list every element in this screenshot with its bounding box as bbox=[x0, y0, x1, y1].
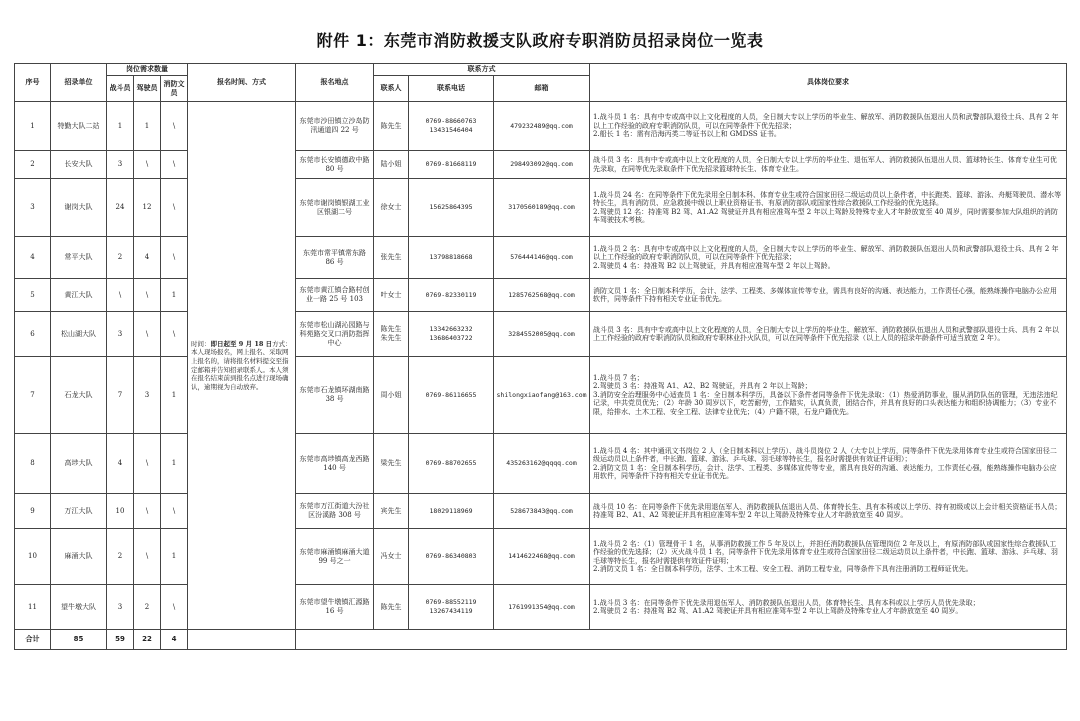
row-place: 东莞市麻涌镇麻涌大道 99 号之一 bbox=[296, 529, 374, 585]
row-email: 1761991354@qq.com bbox=[494, 585, 590, 630]
row-phone: 0769-86116655 bbox=[409, 357, 494, 434]
row-place: 东莞市石龙镇环湖南路 38 号 bbox=[296, 357, 374, 434]
row-fighter: 3 bbox=[107, 312, 134, 357]
row-phone: 0769-81668119 bbox=[409, 151, 494, 179]
row-driver: \ bbox=[134, 312, 161, 357]
total-driver: 22 bbox=[134, 630, 161, 650]
row-seq: 6 bbox=[15, 312, 51, 357]
row-fighter: 2 bbox=[107, 237, 134, 279]
row-clerk: \ bbox=[161, 237, 188, 279]
row-place: 东莞市高埗镇高龙西路 140 号 bbox=[296, 434, 374, 494]
row-unit: 万江大队 bbox=[51, 494, 107, 529]
total-label: 合计 bbox=[15, 630, 51, 650]
table-row bbox=[15, 151, 1067, 179]
row-phone: 0769-88552119 13267434119 bbox=[409, 585, 494, 630]
total-row bbox=[15, 630, 1067, 650]
row-email: 435263162@qqqq.com bbox=[494, 434, 590, 494]
row-email: 298493092@qq.com bbox=[494, 151, 590, 179]
row-requirements bbox=[590, 237, 1067, 279]
row-phone: 0769-86340803 bbox=[409, 529, 494, 585]
requirement-line: 1.战斗员 24 名：在同等条件下优先录用全日制本科、体育专业生或符合国家田径二级运动员以上条件者，中长跑类、篮球、游泳、舟艇驾驶员、潜水等特长生，具有消防员、应急救援中级以上职业资格证书、有原消防部队或国家性综合救援队工作经验的优先选择。 bbox=[593, 190, 1062, 208]
page-title: 附件 1：东莞市消防救援支队政府专职消防员招录岗位一览表 bbox=[316, 31, 764, 50]
row-fighter: 7 bbox=[107, 357, 134, 434]
row-person: 陈先生 bbox=[374, 585, 409, 630]
row-seq: 1 bbox=[15, 102, 51, 151]
row-unit: 谢岗大队 bbox=[51, 179, 107, 237]
row-email: 479232489@qq.com bbox=[494, 102, 590, 151]
row-unit: 高埗大队 bbox=[51, 434, 107, 494]
row-unit: 长安大队 bbox=[51, 151, 107, 179]
row-phone: 13798818668 bbox=[409, 237, 494, 279]
row-email: 1414622468@qq.com bbox=[494, 529, 590, 585]
row-email: 3284552005@qq.com bbox=[494, 312, 590, 357]
row-person: 陈先生 bbox=[374, 102, 409, 151]
row-place: 东莞市万江街道大汾社区汾溪路 308 号 bbox=[296, 494, 374, 529]
row-seq: 10 bbox=[15, 529, 51, 585]
row-requirements bbox=[590, 179, 1067, 237]
row-requirements bbox=[590, 494, 1067, 529]
header-unit: 招录单位 bbox=[51, 64, 107, 102]
requirement-line: 1.战斗员 1 名：具有中专或高中以上文化程度的人员，全日制大专以上学历的毕业生、解放军、消防救援队伍退出人员和武警部队退役士兵、具有 2 年以上工作经验的政府专职消防队员，可以在同等条件下优先招录； bbox=[593, 113, 1059, 130]
row-person: 宾先生 bbox=[374, 494, 409, 529]
row-unit: 常平大队 bbox=[51, 237, 107, 279]
row-phone: 0769-88660763 13431546404 bbox=[409, 102, 494, 151]
requirement-line: 战斗员 3 名：具有中专或高中以上文化程度的人员，全日制大专以上学历的毕业生、退伍军人、消防救援队伍退出人员、篮球特长生、体育专业生可优先录取，在同等优先录取条件下优先招录篮球特长生、体育专业生。 bbox=[593, 156, 1057, 173]
row-driver: \ bbox=[134, 529, 161, 585]
row-seq: 7 bbox=[15, 357, 51, 434]
row-requirements bbox=[590, 102, 1067, 151]
requirement-line: 1.战斗员 7 名； bbox=[593, 373, 644, 382]
requirement-line: 2.消防文员 1 名：全日制本科学历，会计、法学、工程类、多媒体宣传等专业，需具有良好的沟通、表达能力，工作责任心强，能熟练操作电脑办公应用软件，同等条件下持有相关专业证书优先。 bbox=[593, 463, 1057, 480]
row-fighter: 3 bbox=[107, 585, 134, 630]
row-place: 东莞市松山湖沁园路与科苑路交叉口消防指挥中心 bbox=[296, 312, 374, 357]
row-seq: 11 bbox=[15, 585, 51, 630]
row-person: 徐女士 bbox=[374, 179, 409, 237]
requirement-line: 2.驾驶员 3 名：持准驾 A1、A2、B2 驾驶证，并具有 2 年以上驾龄； bbox=[593, 382, 812, 391]
row-requirements bbox=[590, 279, 1067, 312]
row-person: 叶女士 bbox=[374, 279, 409, 312]
table-row bbox=[15, 434, 1067, 494]
row-phone: 0769-82330119 bbox=[409, 279, 494, 312]
row-requirements bbox=[590, 151, 1067, 179]
row-person: 冯女士 bbox=[374, 529, 409, 585]
row-person: 陆小姐 bbox=[374, 151, 409, 179]
row-person: 张先生 bbox=[374, 237, 409, 279]
table-row bbox=[15, 179, 1067, 237]
row-seq: 5 bbox=[15, 279, 51, 312]
row-person: 梁先生 bbox=[374, 434, 409, 494]
row-place: 东莞市长安镇德政中路 80 号 bbox=[296, 151, 374, 179]
row-fighter: 2 bbox=[107, 529, 134, 585]
row-fighter: 10 bbox=[107, 494, 134, 529]
row-unit: 望牛墩大队 bbox=[51, 585, 107, 630]
row-clerk: 1 bbox=[161, 279, 188, 312]
row-unit: 特勤大队二站 bbox=[51, 102, 107, 151]
requirement-line: 2.消防文员 1 名：全日制本科学历，法学、土木工程、安全工程、消防工程专业，同等条件下具有注册消防工程师证优先。 bbox=[593, 564, 973, 573]
requirement-line: 2.驾驶员 12 名：持准驾 B2 驾、A1.A2 驾驶证并具有相应准驾车型 2 年以上驾龄及特殊专业人才年龄放宽至 40 周岁，同时需要参加大队组织的消防车驾驶技术考核。 bbox=[593, 207, 1058, 224]
row-seq: 2 bbox=[15, 151, 51, 179]
total-clerk: 4 bbox=[161, 630, 188, 650]
row-clerk: \ bbox=[161, 151, 188, 179]
requirement-line: 1.战斗员 2 名：（1）管理骨干 1 名，从事消防救援工作 5 年及以上，并担任消防救援队伍管理岗位 2 年及以上，有原消防部队或国家性综合救援队工作经验的优先选择；（2）灭火战斗员 1 名，同等条件下优先录用体育专业生或符合国家田径二级运动员以上条件者，中长跑、篮球、游泳、乒乓球、羽毛球等特长生，报名时需提供有效证件证明； bbox=[593, 539, 1058, 565]
table-row bbox=[15, 279, 1067, 312]
header-contact: 联系方式 bbox=[374, 64, 590, 76]
row-seq: 4 bbox=[15, 237, 51, 279]
total-empty-1 bbox=[188, 630, 296, 650]
row-unit: 石龙大队 bbox=[51, 357, 107, 434]
row-email: 1285762568@qq.com bbox=[494, 279, 590, 312]
requirement-line: 1.战斗员 4 名：其中通讯文书岗位 2 人（全日制本科以上学历）、战斗员岗位 2 人（大专以上学历，同等条件下优先录用体育专业生或符合国家田径二级运动员以上条件者，中长跑、篮球、游泳、乒乓球、羽毛球等特长生，报名时需提供有效证件证明）； bbox=[593, 446, 1057, 464]
row-fighter: \ bbox=[107, 279, 134, 312]
header-demand: 岗位需求数量 bbox=[107, 64, 188, 76]
row-email: 528673843@qq.com bbox=[494, 494, 590, 529]
row-unit: 松山湖大队 bbox=[51, 312, 107, 357]
requirement-line: 2.驾驶员 2 名：持准驾 B2 驾、A1.A2 驾驶证并具有相应准驾车型 2 年以上驾龄及特殊专业人才年龄放宽至 40 周岁。 bbox=[593, 607, 963, 615]
row-email: 3170560189@qq.com bbox=[494, 179, 590, 237]
row-phone: 13342663232 13686403722 bbox=[409, 312, 494, 357]
requirement-line: 1.战斗员 3 名：在同等条件下优先录用退伍军人、消防救援队伍退出人员，体育特长生、具有本科或以上学历人员优先录取； bbox=[593, 598, 980, 607]
row-driver: 4 bbox=[134, 237, 161, 279]
row-fighter: 24 bbox=[107, 179, 134, 237]
header-place: 报名地点 bbox=[296, 64, 374, 102]
recruitment-table bbox=[14, 63, 1067, 650]
header-email: 邮箱 bbox=[494, 76, 590, 102]
row-driver: 1 bbox=[134, 102, 161, 151]
total-unit: 85 bbox=[51, 630, 107, 650]
row-clerk: \ bbox=[161, 179, 188, 237]
row-requirements bbox=[590, 312, 1067, 357]
row-email: 576444146@qq.com bbox=[494, 237, 590, 279]
row-requirements bbox=[590, 529, 1067, 585]
row-clerk: 1 bbox=[161, 529, 188, 585]
row-phone: 18029118969 bbox=[409, 494, 494, 529]
total-fighter: 59 bbox=[107, 630, 134, 650]
row-clerk: \ bbox=[161, 312, 188, 357]
table-row bbox=[15, 494, 1067, 529]
row-place: 东莞市谢岗镇银湖工业区银湖二号 bbox=[296, 179, 374, 237]
requirement-line: 2.驾驶员 4 名：持准驾 B2 以上驾驶证，并具有相应准驾车型 2 年以上驾龄。 bbox=[593, 261, 835, 270]
header-driver: 驾驶员 bbox=[134, 76, 161, 102]
row-phone: 0769-88702655 bbox=[409, 434, 494, 494]
row-clerk: 1 bbox=[161, 357, 188, 434]
row-clerk: 1 bbox=[161, 434, 188, 494]
table-row bbox=[15, 585, 1067, 630]
row-driver: \ bbox=[134, 434, 161, 494]
row-fighter: 4 bbox=[107, 434, 134, 494]
time-prefix: 时间： bbox=[191, 339, 211, 348]
row-driver: \ bbox=[134, 279, 161, 312]
row-requirements bbox=[590, 585, 1067, 630]
row-clerk: \ bbox=[161, 494, 188, 529]
row-place: 东莞市沙田镇立沙岛防汛通道四 22 号 bbox=[296, 102, 374, 151]
row-seq: 3 bbox=[15, 179, 51, 237]
row-person: 陈先生 朱先生 bbox=[374, 312, 409, 357]
row-driver: 2 bbox=[134, 585, 161, 630]
requirement-line: 战斗员 10 名：在同等条件下优先录用退伍军人、消防救援队伍退出人员、体育特长生、具有本科或以上学历、持有初级或以上会计相关资格证书人员；持准驾 B2、A1、A2 驾驶证并具有相应准驾车型 2 年以上驾龄及特殊专业人才年龄放宽至 40 周岁。 bbox=[593, 502, 1062, 519]
row-phone: 15625864395 bbox=[409, 179, 494, 237]
row-unit: 麻涌大队 bbox=[51, 529, 107, 585]
row-driver: 12 bbox=[134, 179, 161, 237]
row-driver: \ bbox=[134, 151, 161, 179]
total-empty-2 bbox=[296, 630, 1067, 650]
table-row bbox=[15, 529, 1067, 585]
row-unit: 黄江大队 bbox=[51, 279, 107, 312]
time-method-text: 方式：本人现场报名，网上报名、采取网上报名的，请将报名材料提交至指定邮箱并告知招录联系人。本人须在报名结束前到报名点进行现场确认，逾期视为自动放弃。 bbox=[191, 339, 292, 391]
header-time-method: 报名时间、方式 bbox=[188, 64, 296, 102]
row-driver: \ bbox=[134, 494, 161, 529]
row-requirements bbox=[590, 434, 1067, 494]
header-clerk: 消防文员 bbox=[161, 76, 188, 102]
time-method-cell bbox=[188, 102, 296, 630]
requirement-line: 消防文员 1 名：全日制本科学历，会计、法学、工程类、多媒体宣传等专业，需具有良好的沟通、表达能力，工作责任心强，能熟练操作电脑办公应用软件，同等条件下持有相关专业证书优先。 bbox=[593, 286, 1057, 303]
row-seq: 9 bbox=[15, 494, 51, 529]
row-fighter: 1 bbox=[107, 102, 134, 151]
row-driver: 3 bbox=[134, 357, 161, 434]
row-fighter: 3 bbox=[107, 151, 134, 179]
requirement-line: 3.消防安全治理服务中心适查员 1 名：全日制本科学历，具备以下条件者同等条件下优先录取：（1）热爱消防事业，服从消防队伍的管理，无违法违纪记录，中共党员优先；（2）年龄 30 周岁以下，吃苦耐劳，工作踏实，认真负责，团结合作，并具有良好的口头表达能力和组织协调能力；（3）专业不限，给排水、土木工程、安全工程、法律专业优先；（4）户籍不限，石龙户籍优先。 bbox=[593, 390, 1058, 416]
time-deadline: 即日起至 9 月 18 日 bbox=[210, 339, 273, 348]
requirement-line: 1.战斗员 2 名：具有中专或高中以上文化程度的人员，全日制大专以上学历的毕业生、解放军、消防救援队伍退出人员和武警部队退役士兵、具有 2 年以上工作经验的政府专职消防队员，可以在同等条件下优先招录； bbox=[593, 244, 1059, 262]
row-person: 周小姐 bbox=[374, 357, 409, 434]
row-clerk: \ bbox=[161, 585, 188, 630]
header-seq: 序号 bbox=[15, 64, 51, 102]
row-requirements bbox=[590, 357, 1067, 434]
table-row bbox=[15, 357, 1067, 434]
header-row-1 bbox=[15, 64, 1067, 76]
table-row bbox=[15, 102, 1067, 151]
row-clerk: \ bbox=[161, 102, 188, 151]
row-seq: 8 bbox=[15, 434, 51, 494]
row-place: 东莞市常平镇常东路 86 号 bbox=[296, 237, 374, 279]
header-requirements: 具体岗位要求 bbox=[590, 64, 1067, 102]
header-phone: 联系电话 bbox=[409, 76, 494, 102]
requirement-line: 2.船长 1 名：需有沿海丙类二等证书以上和 GMDSS 证书。 bbox=[593, 130, 781, 139]
table-row bbox=[15, 312, 1067, 357]
header-contact-person: 联系人 bbox=[374, 76, 409, 102]
row-place: 东莞市黄江镇合路村创业一路 25 号 103 bbox=[296, 279, 374, 312]
requirement-line: 战斗员 3 名：具有中专或高中以上文化程度的人员，全日制大专以上学历的毕业生、解放军、消防救援队伍退出人员和武警部队退役士兵、具有 2 年以上工作经验的政府专职消防队员和政府专职林业扑火队员，可以在同等条件下优先招录（以上人员的招录年龄条件可适当放宽 2 年）。 bbox=[593, 325, 1059, 342]
table-row bbox=[15, 237, 1067, 279]
row-email: shilongxiaofang@163.com bbox=[494, 357, 590, 434]
row-place: 东莞市望牛墩镇汇源路 16 号 bbox=[296, 585, 374, 630]
header-fighter: 战斗员 bbox=[107, 76, 134, 102]
